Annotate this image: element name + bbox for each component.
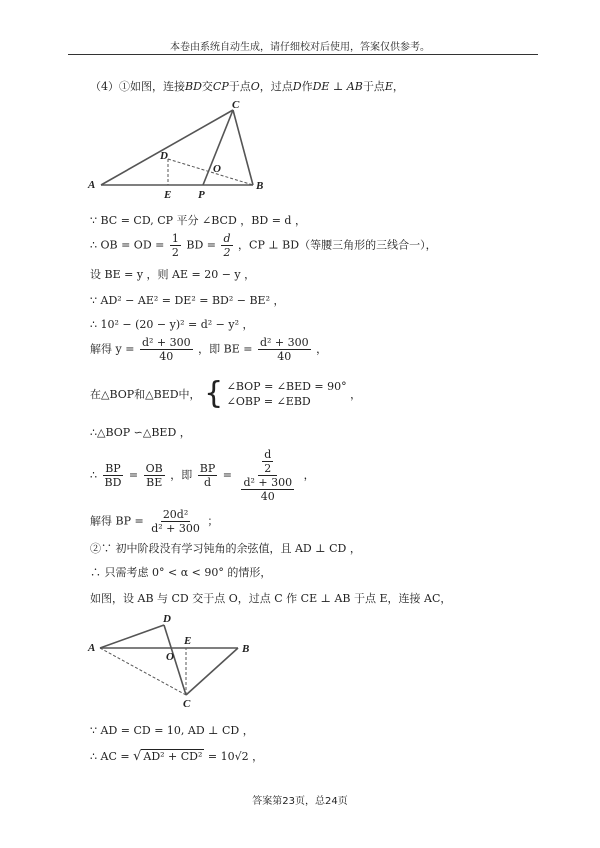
system-brace: { [204,376,224,411]
seg-DB [168,159,253,185]
header-rule [68,54,538,55]
line-6: ∴ 10² − (20 − y)² = d² − y² ， [90,318,254,331]
seg-CB [186,648,238,695]
label-C: C [232,99,240,111]
label-B: B [242,643,250,655]
line-4: 设 BE = y ，则 AE = 20 − y ， [90,268,256,281]
line-12: ②∵ 初中阶段没有学习钝角的余弦值，且 AD ⊥ CD ， [90,542,361,555]
line-1: （4）①如图，连接BD交CP于点O，过点D作DE ⊥ AB于点E， [90,80,404,93]
label-A: A [88,642,96,654]
line-11: 解得 BP = $\frac{\text{20d²}}{\text{d² + 300}}$ ； [90,508,219,535]
label-B: B [256,180,264,192]
seg-CB [233,110,253,185]
line-2: ∵ BC = CD, CP 平分 ∠BCD ，BD = d ， [90,214,306,227]
label-C: C [183,698,191,710]
figure-2 [86,608,262,710]
seg-AD [100,625,164,648]
page-footer: 答案第23页，总24页 [252,796,348,807]
line-16: ∴ AC = √ AD² + CD² = 10√2 ， [90,749,264,764]
label-D: D [160,150,168,162]
line-10: ∴ $\frac{BP}{BD}$ = $\frac{OB}{BE}$ ，即 $\frac{BP}{d}$ = $\frac{\frac{d}{2}}{\frac{\text{d² + 300}}{40}}$ ， [90,448,315,503]
line-5: ∵ AD² − AE² = DE² = BD² − BE² ， [90,294,285,307]
figure-1 [86,98,276,203]
line-8: 在△BOP和△BED中， { ∠BOP = ∠BED = 90° ∠OBP = ∠EBD ， [90,376,362,411]
label-P: P [198,189,205,201]
line-15: ∵ AD = CD = 10, AD ⊥ CD ， [90,724,254,737]
page-header: 本卷由系统自动生成，请仔细校对后使用，答案仅供参考。 [170,42,430,53]
label-A: A [88,179,96,191]
line-14: 如图，设 AB 与 CD 交于点 O，过点 C 作 CE ⊥ AB 于点 E，连接 AC， [90,592,452,605]
label-D: D [163,613,171,625]
label-E: E [184,635,192,647]
label-E: E [164,189,172,201]
line-3: ∴ OB = OD = $\frac{1}{2}$ BD = $\frac{d}{2}$ ，CP ⊥ BD（等腰三角形的三线合一）， [90,232,437,259]
line-13: ∴ 只需考虑 0° < α < 90° 的情形， [90,566,272,579]
line-9: ∴△BOP ∽△BED ， [90,426,191,439]
label-O: O [213,163,221,175]
line-7: 解得 y = $\frac{\text{d² + 300}}{40}$ ，即 BE = $\frac{\text{d² + 300}}{40}$ ， [90,336,328,363]
label-O: O [166,651,174,663]
